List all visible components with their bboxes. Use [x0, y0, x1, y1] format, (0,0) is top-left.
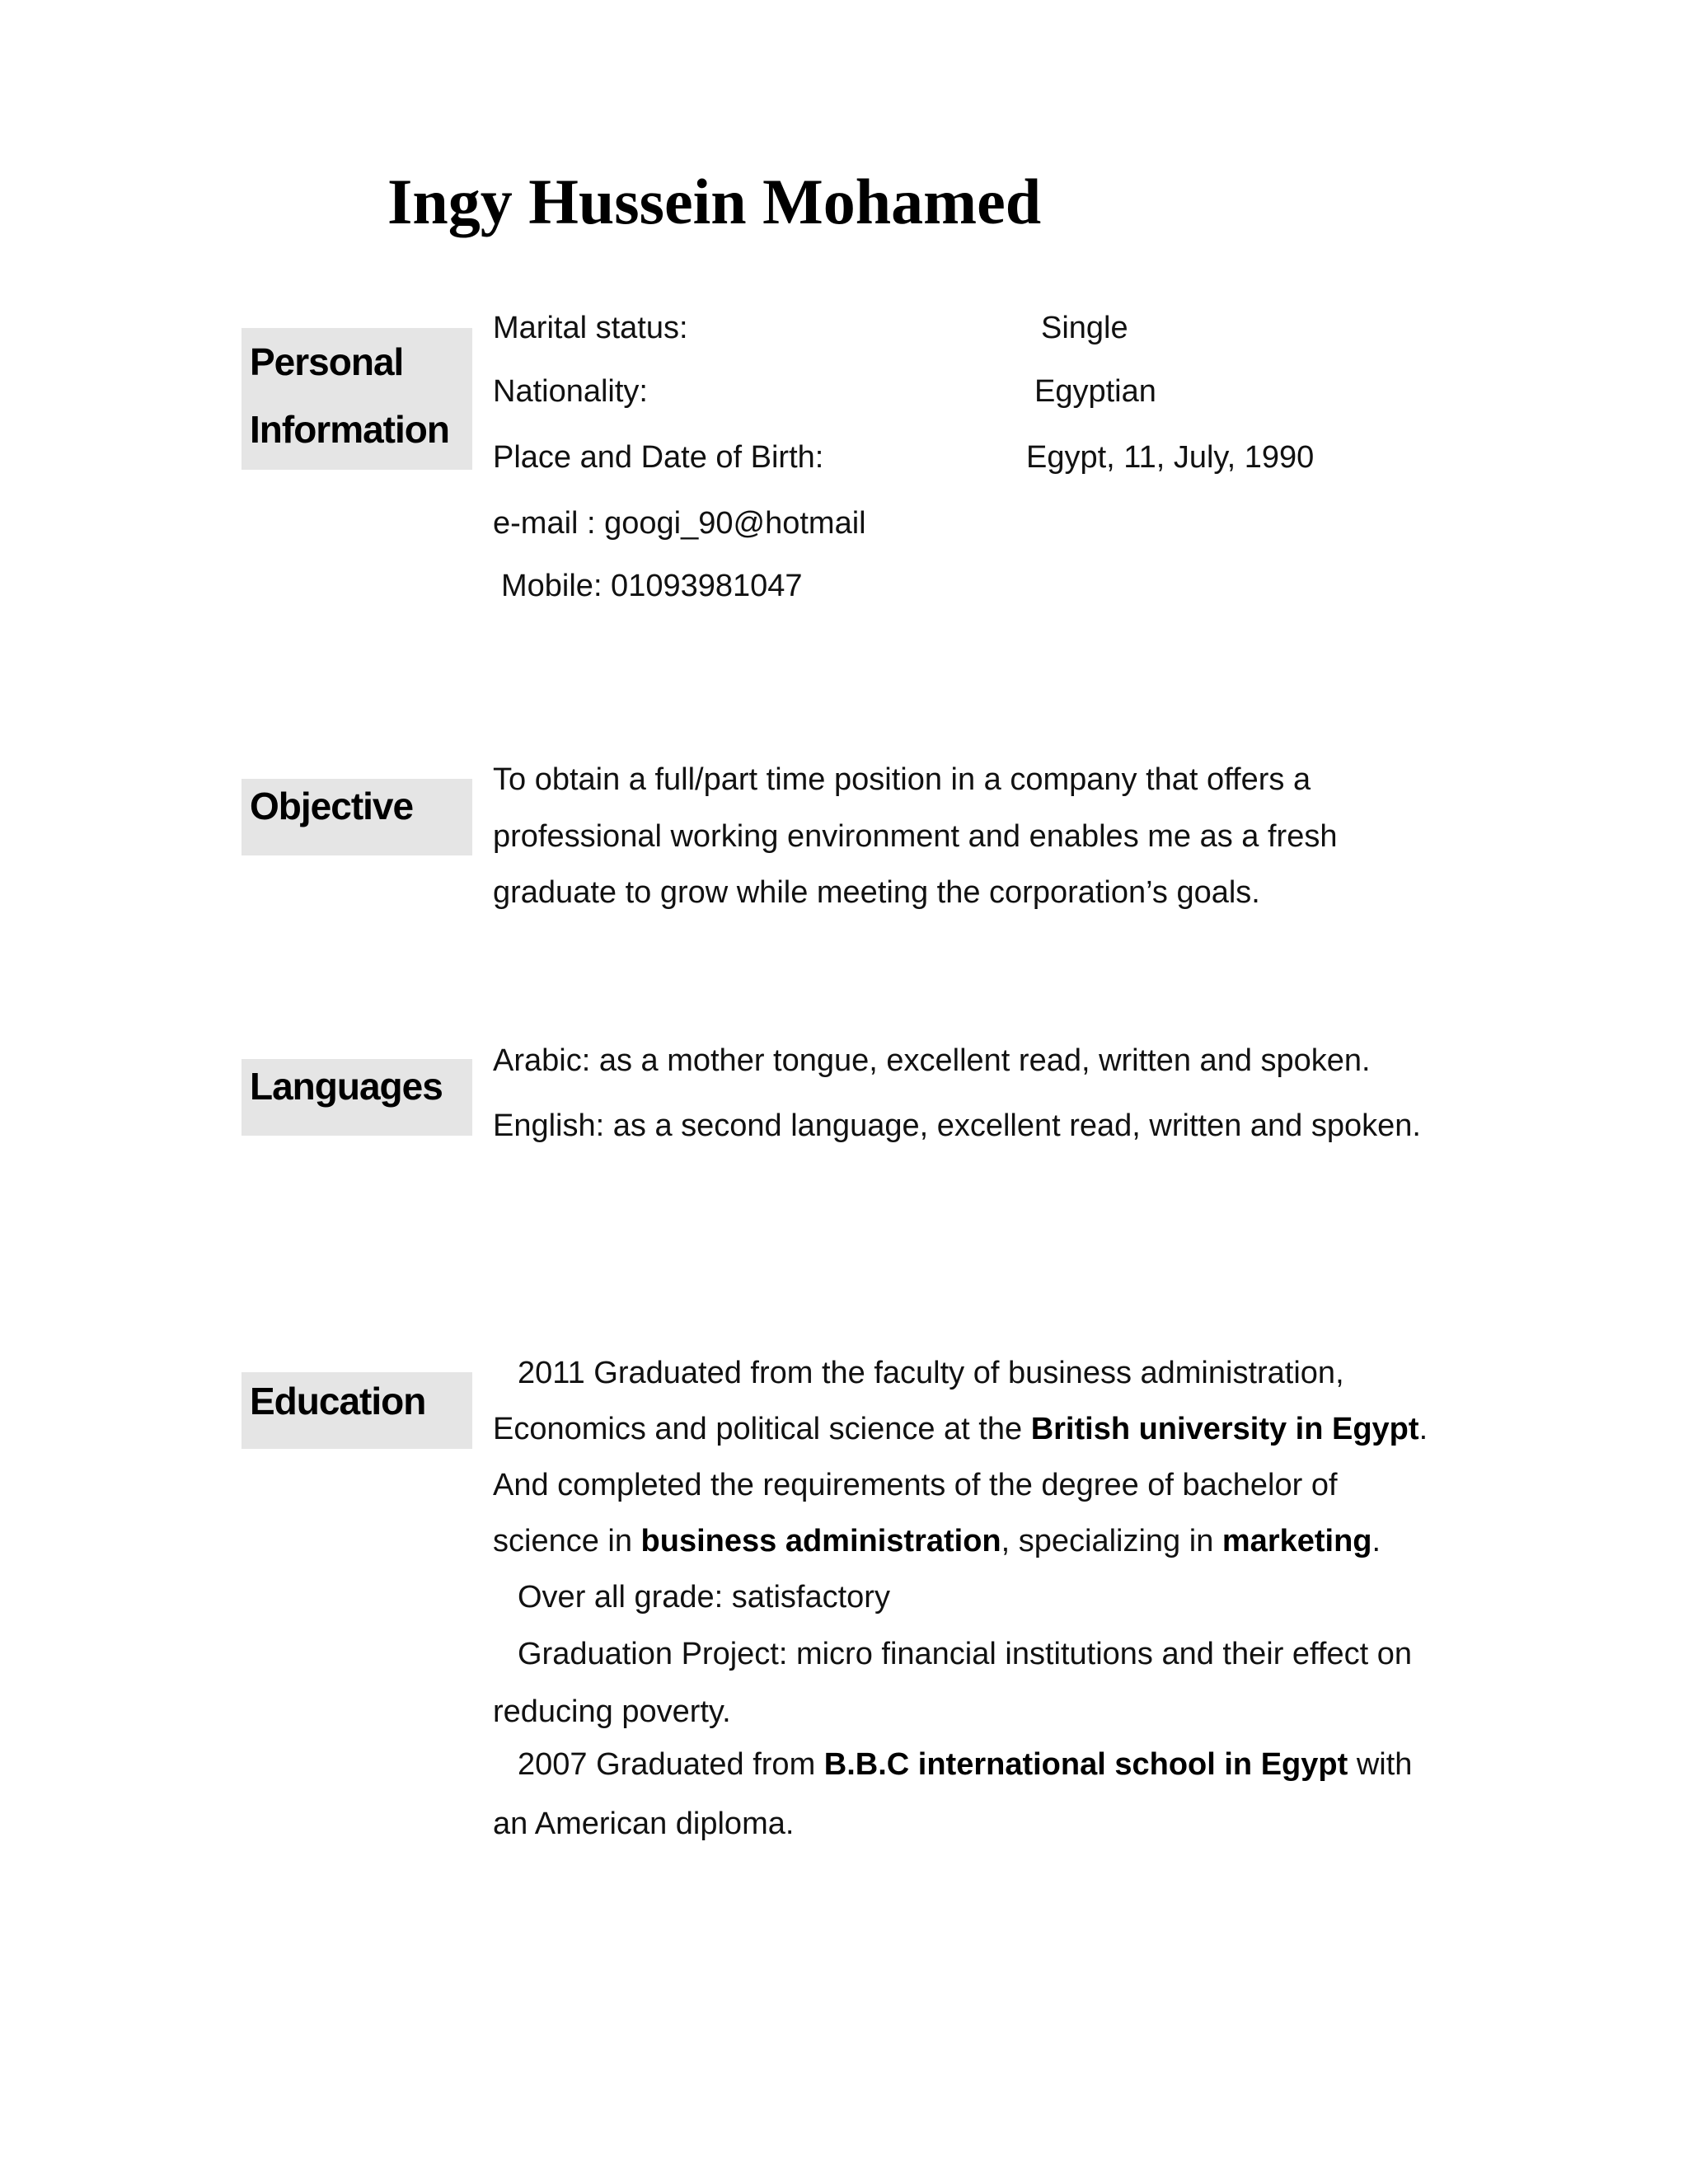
school-name: B.B.C international school in Egypt [823, 1747, 1348, 1782]
education-text: , specializing in [1001, 1524, 1222, 1558]
language-line: English: as a second language, excellent read, written and spoken. [493, 1108, 1421, 1143]
education-line [493, 1578, 890, 1616]
section-label-education: Education [241, 1372, 472, 1449]
education-line: an American diploma. [493, 1807, 795, 1841]
education-text: science in [493, 1524, 641, 1558]
objective-line: professional working environment and enables me as a fresh [493, 819, 1338, 854]
education-text: Over all grade: satisfactory [518, 1580, 890, 1615]
education-text: . [1372, 1524, 1381, 1558]
education-line [493, 1522, 1381, 1560]
section-label-objective: Objective [241, 779, 472, 855]
email-line: e-mail : googi_90@hotmail [493, 506, 866, 541]
education-line [493, 1410, 1428, 1448]
specialization: marketing [1221, 1524, 1372, 1558]
nationality-label: Nationality: [493, 374, 648, 409]
section-label-line: Personal [250, 340, 404, 383]
marital-status-value: Single [1041, 311, 1128, 345]
marital-status-label: Marital status: [493, 311, 688, 345]
education-text: Graduation Project: micro financial institutions and their effect on [518, 1637, 1412, 1671]
education-text: 2011 Graduated from the faculty of business administration, [518, 1356, 1344, 1390]
candidate-name: Ingy Hussein Mohamed [387, 166, 1042, 237]
section-label-personal-information [241, 328, 472, 470]
mobile-line: Mobile: 01093981047 [501, 569, 803, 603]
nationality-value: Egyptian [1034, 374, 1156, 409]
education-line [493, 1635, 1412, 1673]
education-line [493, 1354, 1344, 1392]
section-label-languages: Languages [241, 1059, 472, 1136]
education-line: reducing poverty. [493, 1694, 731, 1729]
education-text: . [1418, 1412, 1428, 1446]
education-text: Economics and political science at the [493, 1412, 1031, 1446]
education-line [493, 1746, 1412, 1783]
degree-name: business administration [640, 1524, 1001, 1558]
education-text: with [1348, 1747, 1413, 1782]
objective-line: graduate to grow while meeting the corporation’s goals. [493, 875, 1260, 910]
university-name: British university in Egypt [1030, 1412, 1419, 1446]
birth-value: Egypt, 11, July, 1990 [1026, 440, 1315, 475]
education-line: And completed the requirements of the degree of bachelor of [493, 1468, 1338, 1502]
objective-line: To obtain a full/part time position in a company that offers a [493, 762, 1311, 797]
birth-label: Place and Date of Birth: [493, 440, 824, 475]
language-line: Arabic: as a mother tongue, excellent read, written and spoken. [493, 1043, 1371, 1078]
section-label-line: Information [250, 408, 449, 451]
education-text: 2007 Graduated from [518, 1747, 824, 1782]
